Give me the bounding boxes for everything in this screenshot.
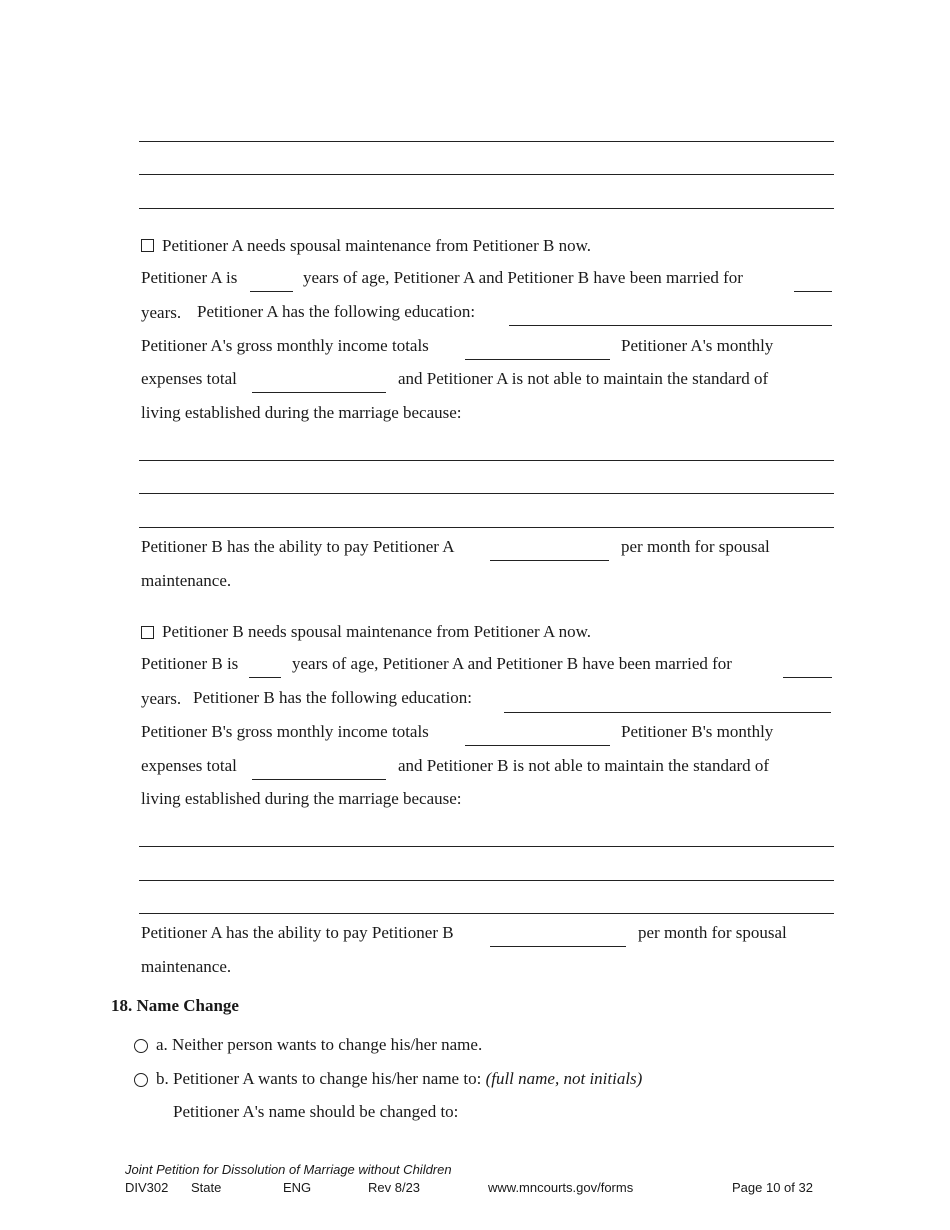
petitioner-b-education-field[interactable] — [504, 712, 831, 713]
option-b-text: b. Petitioner A wants to change his/her name to: — [156, 1069, 482, 1088]
footer-jurisdiction: State — [191, 1180, 222, 1195]
petitioner-b-income-field[interactable] — [465, 745, 610, 746]
footer-page-number: Page 10 of 32 — [732, 1180, 813, 1195]
ability-label: Petitioner A has the ability to pay Petitioner B — [141, 923, 454, 942]
petitioner-a-maintenance-checkbox[interactable] — [141, 239, 154, 252]
petitioner-a-income-field[interactable] — [465, 359, 610, 360]
maintenance-word: maintenance. — [141, 571, 232, 590]
expenses-label: expenses total — [141, 369, 237, 388]
monthly-label: Petitioner A's monthly — [621, 336, 774, 355]
petitioner-a-education-field[interactable] — [509, 325, 832, 326]
answer-line[interactable] — [139, 208, 834, 209]
footer-website-link[interactable]: www.mncourts.gov/forms — [488, 1180, 634, 1195]
answer-line[interactable] — [139, 846, 834, 847]
ability-label: Petitioner B has the ability to pay Petitioner A — [141, 537, 455, 556]
footer-form-code: DIV302 — [125, 1180, 169, 1195]
monthly-label: Petitioner B's monthly — [621, 722, 774, 741]
age-prefix: Petitioner A is — [141, 268, 238, 287]
name-change-option-b-radio[interactable] — [134, 1073, 148, 1087]
name-change-option-a-radio[interactable] — [134, 1039, 148, 1053]
petitioner-b-payment-field[interactable] — [490, 560, 609, 561]
maintenance-word: maintenance. — [141, 957, 232, 976]
petitioner-b-maintenance-checkbox[interactable] — [141, 626, 154, 639]
petitioner-b-maintenance-label: Petitioner B needs spousal maintenance from Petitioner A now. — [162, 622, 592, 641]
footer-language: ENG — [283, 1180, 312, 1195]
answer-line[interactable] — [139, 141, 834, 142]
unable-label: and Petitioner B is not able to maintain the standard of — [398, 756, 770, 775]
option-b-note: (full name, not initials) — [485, 1069, 643, 1088]
answer-line[interactable] — [139, 174, 834, 175]
unable-label: and Petitioner A is not able to maintain the standard of — [398, 369, 769, 388]
years-word: years. — [141, 689, 182, 708]
answer-line[interactable] — [139, 880, 834, 881]
option-b-subtext: Petitioner A's name should be changed to: — [173, 1102, 459, 1121]
name-change-option-b-label — [156, 1069, 642, 1089]
answer-line[interactable] — [139, 913, 834, 914]
answer-line[interactable] — [139, 493, 834, 494]
name-change-heading: 18. Name Change — [111, 996, 239, 1015]
footer-form-title: Joint Petition for Dissolution of Marriage without Children — [125, 1162, 452, 1177]
age-suffix: years of age, Petitioner A and Petitioner B have been married for — [303, 268, 743, 287]
name-change-option-a-label: a. Neither person wants to change his/her name. — [156, 1035, 483, 1054]
petitioner-a-payment-field[interactable] — [490, 946, 626, 947]
age-prefix: Petitioner B is — [141, 654, 239, 673]
petitioner-a-married-years-field[interactable] — [794, 291, 832, 292]
living-label: living established during the marriage because: — [141, 789, 462, 808]
education-label: Petitioner B has the following education: — [193, 688, 473, 707]
years-word: years. — [141, 303, 182, 322]
answer-line[interactable] — [139, 460, 834, 461]
petitioner-a-age-field[interactable] — [250, 291, 293, 292]
petitioner-b-expenses-field[interactable] — [252, 779, 386, 780]
petitioner-b-married-years-field[interactable] — [783, 677, 832, 678]
age-suffix: years of age, Petitioner A and Petitioner B have been married for — [292, 654, 732, 673]
petitioner-a-maintenance-label: Petitioner A needs spousal maintenance from Petitioner B now. — [162, 236, 592, 255]
living-label: living established during the marriage because: — [141, 403, 462, 422]
petitioner-a-expenses-field[interactable] — [252, 392, 386, 393]
petitioner-b-age-field[interactable] — [249, 677, 281, 678]
income-label: Petitioner A's gross monthly income totals — [141, 336, 429, 355]
per-month-label: per month for spousal — [621, 537, 770, 556]
education-label: Petitioner A has the following education: — [197, 302, 476, 321]
expenses-label: expenses total — [141, 756, 237, 775]
income-label: Petitioner B's gross monthly income totals — [141, 722, 429, 741]
per-month-label: per month for spousal — [638, 923, 787, 942]
answer-line[interactable] — [139, 527, 834, 528]
footer-revision: Rev 8/23 — [368, 1180, 421, 1195]
